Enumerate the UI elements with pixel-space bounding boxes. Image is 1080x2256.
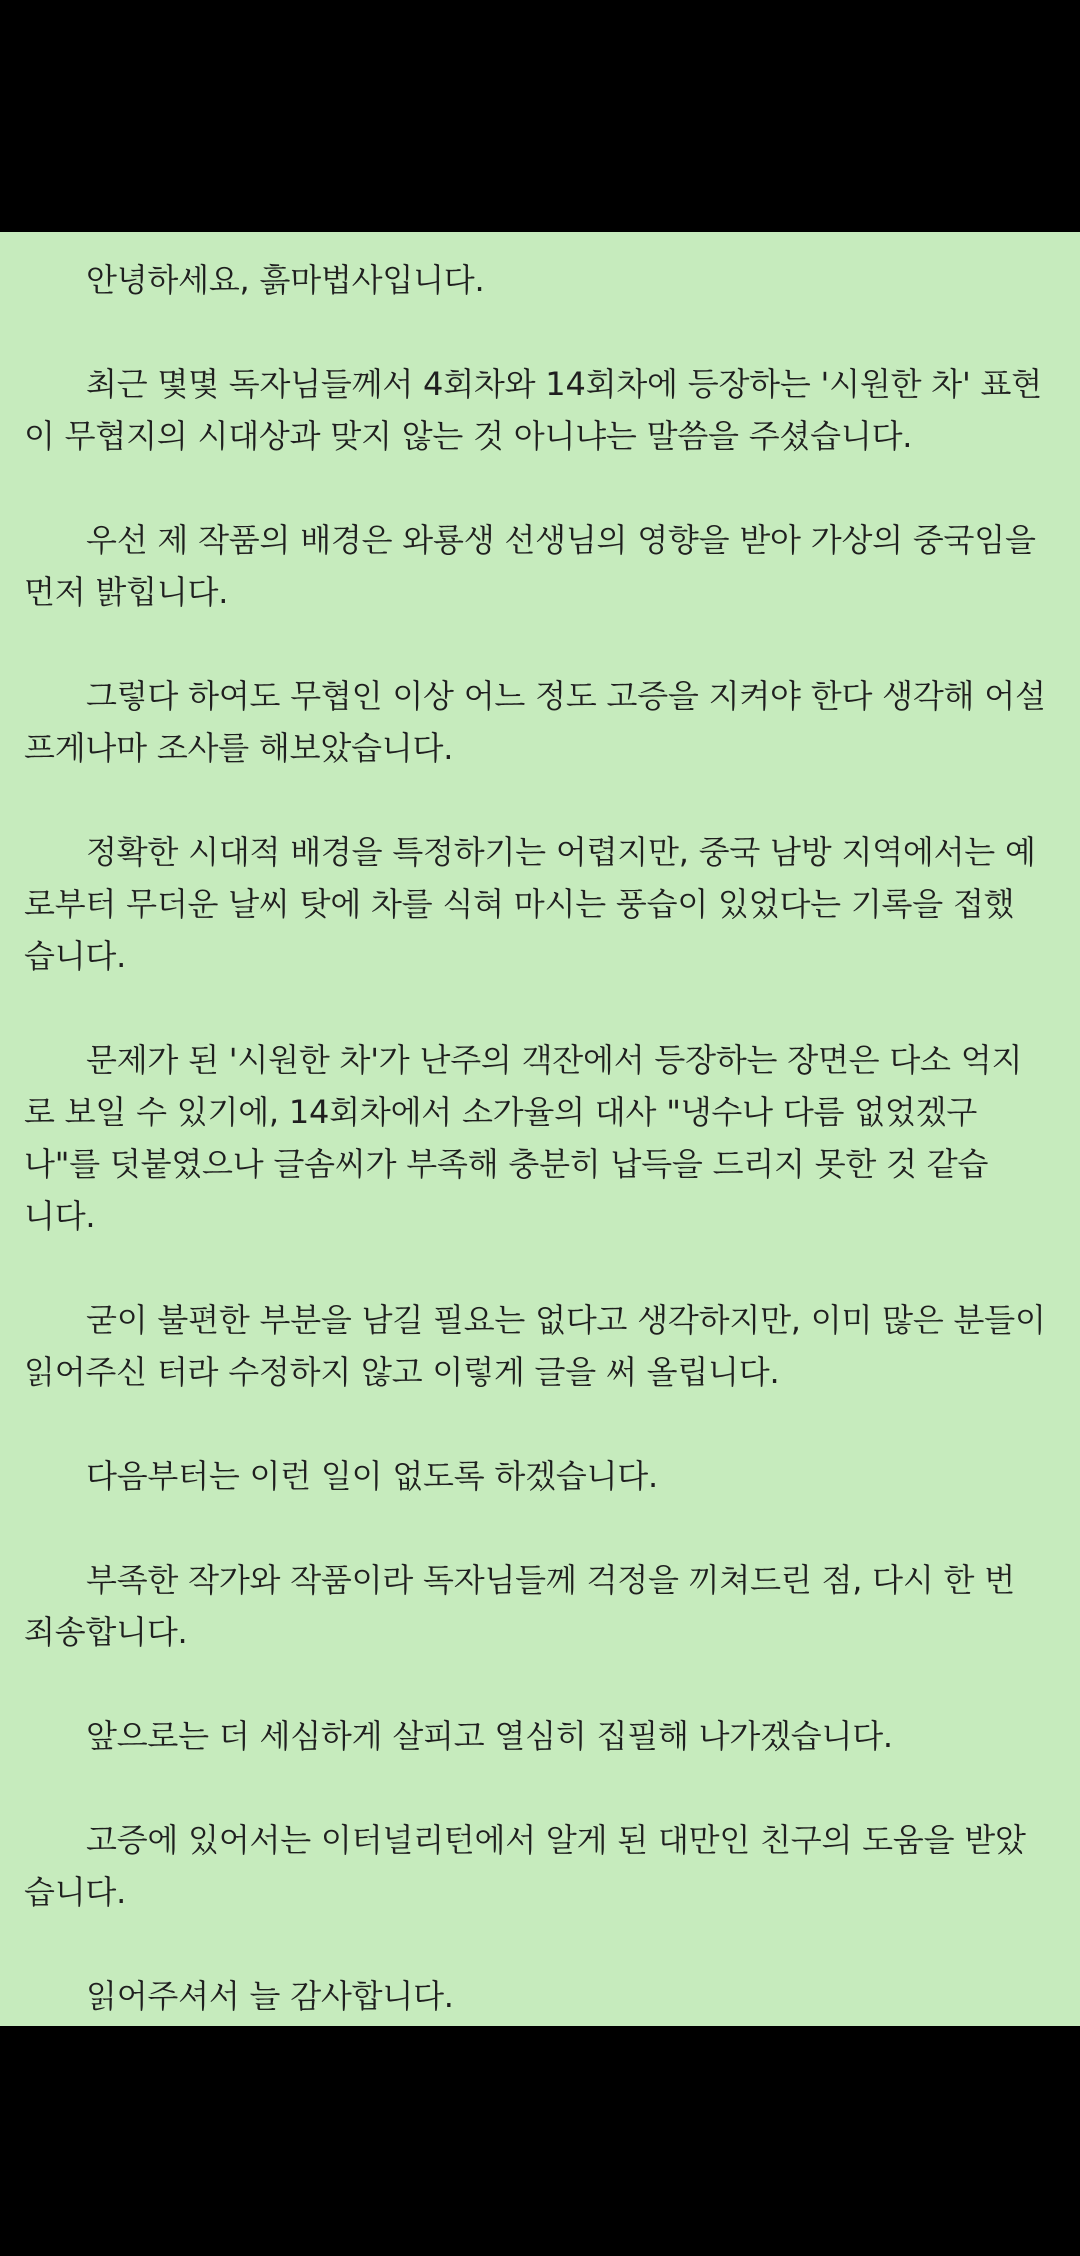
text-line: 문제가 된 '시원한 차'가 난주의 객잔에서 등장하는 장면은 다소 억지 [86, 1041, 1023, 1079]
text-line: 나"를 덧붙였으나 글솜씨가 부족해 충분히 납득을 드리지 못한 것 같습 [24, 1145, 989, 1183]
paragraph-greeting [24, 254, 1060, 306]
paragraph-problem-scene [24, 1034, 1060, 1242]
text-line: 습니다. [24, 937, 127, 975]
paragraph-apology [24, 1554, 1060, 1658]
text-line: 이 무협지의 시대상과 맞지 않는 것 아니냐는 말씀을 주셨습니다. [24, 417, 913, 455]
text-line: 읽어주신 터라 수정하지 않고 이렇게 글을 써 올립니다. [24, 1353, 780, 1391]
text-line: 최근 몇몇 독자님들께서 4회차와 14회차에 등장하는 '시원한 차' 표현 [86, 365, 1042, 403]
paragraph-reader-feedback [24, 358, 1060, 462]
text-line: 습니다. [24, 1873, 127, 1911]
paragraph-research [24, 670, 1060, 774]
paragraph-future [24, 1710, 1060, 1762]
text-line: 앞으로는 더 세심하게 살피고 열심히 집필해 나가겠습니다. [86, 1717, 893, 1755]
paragraph-acknowledgement [24, 1814, 1060, 1918]
text-line: 니다. [24, 1197, 96, 1235]
text-line: 먼저 밝힙니다. [24, 573, 229, 611]
bottom-black-bar [0, 2026, 1080, 2256]
text-line: 고증에 있어서는 이터널리턴에서 알게 된 대만인 친구의 도움을 받았 [86, 1821, 1026, 1859]
text-line: 로 보일 수 있기에, 14회차에서 소가율의 대사 "냉수나 다름 없었겠구 [24, 1093, 978, 1131]
text-line: 부족한 작가와 작품이라 독자님들께 걱정을 끼쳐드린 점, 다시 한 번 [86, 1561, 1015, 1599]
text-line: 우선 제 작품의 배경은 와룡생 선생님의 영향을 받아 가상의 중국임을 [86, 521, 1036, 559]
text-line: 굳이 불편한 부분을 남길 필요는 없다고 생각하지만, 이미 많은 분들이 [86, 1301, 1046, 1339]
text-line: 정확한 시대적 배경을 특정하기는 어렵지만, 중국 남방 지역에서는 예 [86, 833, 1036, 871]
text-line: 읽어주셔서 늘 감사합니다. [86, 1977, 454, 2015]
text-line: 다음부터는 이런 일이 없도록 하겠습니다. [86, 1457, 658, 1495]
text-line: 그렇다 하여도 무협인 이상 어느 정도 고증을 지켜야 한다 생각해 어설 [86, 677, 1046, 715]
paragraph-thanks [24, 1970, 1060, 2022]
paragraph-historical-record [24, 826, 1060, 982]
paragraph-promise [24, 1450, 1060, 1502]
author-notice-panel [0, 232, 1080, 2026]
text-line: 로부터 무더운 날씨 탓에 차를 식혀 마시는 풍습이 있었다는 기록을 접했 [24, 885, 1015, 923]
paragraph-setting [24, 514, 1060, 618]
top-black-bar [0, 0, 1080, 232]
text-line: 안녕하세요, 흙마법사입니다. [86, 261, 485, 299]
text-line: 죄송합니다. [24, 1613, 188, 1651]
paragraph-no-revision [24, 1294, 1060, 1398]
text-line: 프게나마 조사를 해보았습니다. [24, 729, 454, 767]
